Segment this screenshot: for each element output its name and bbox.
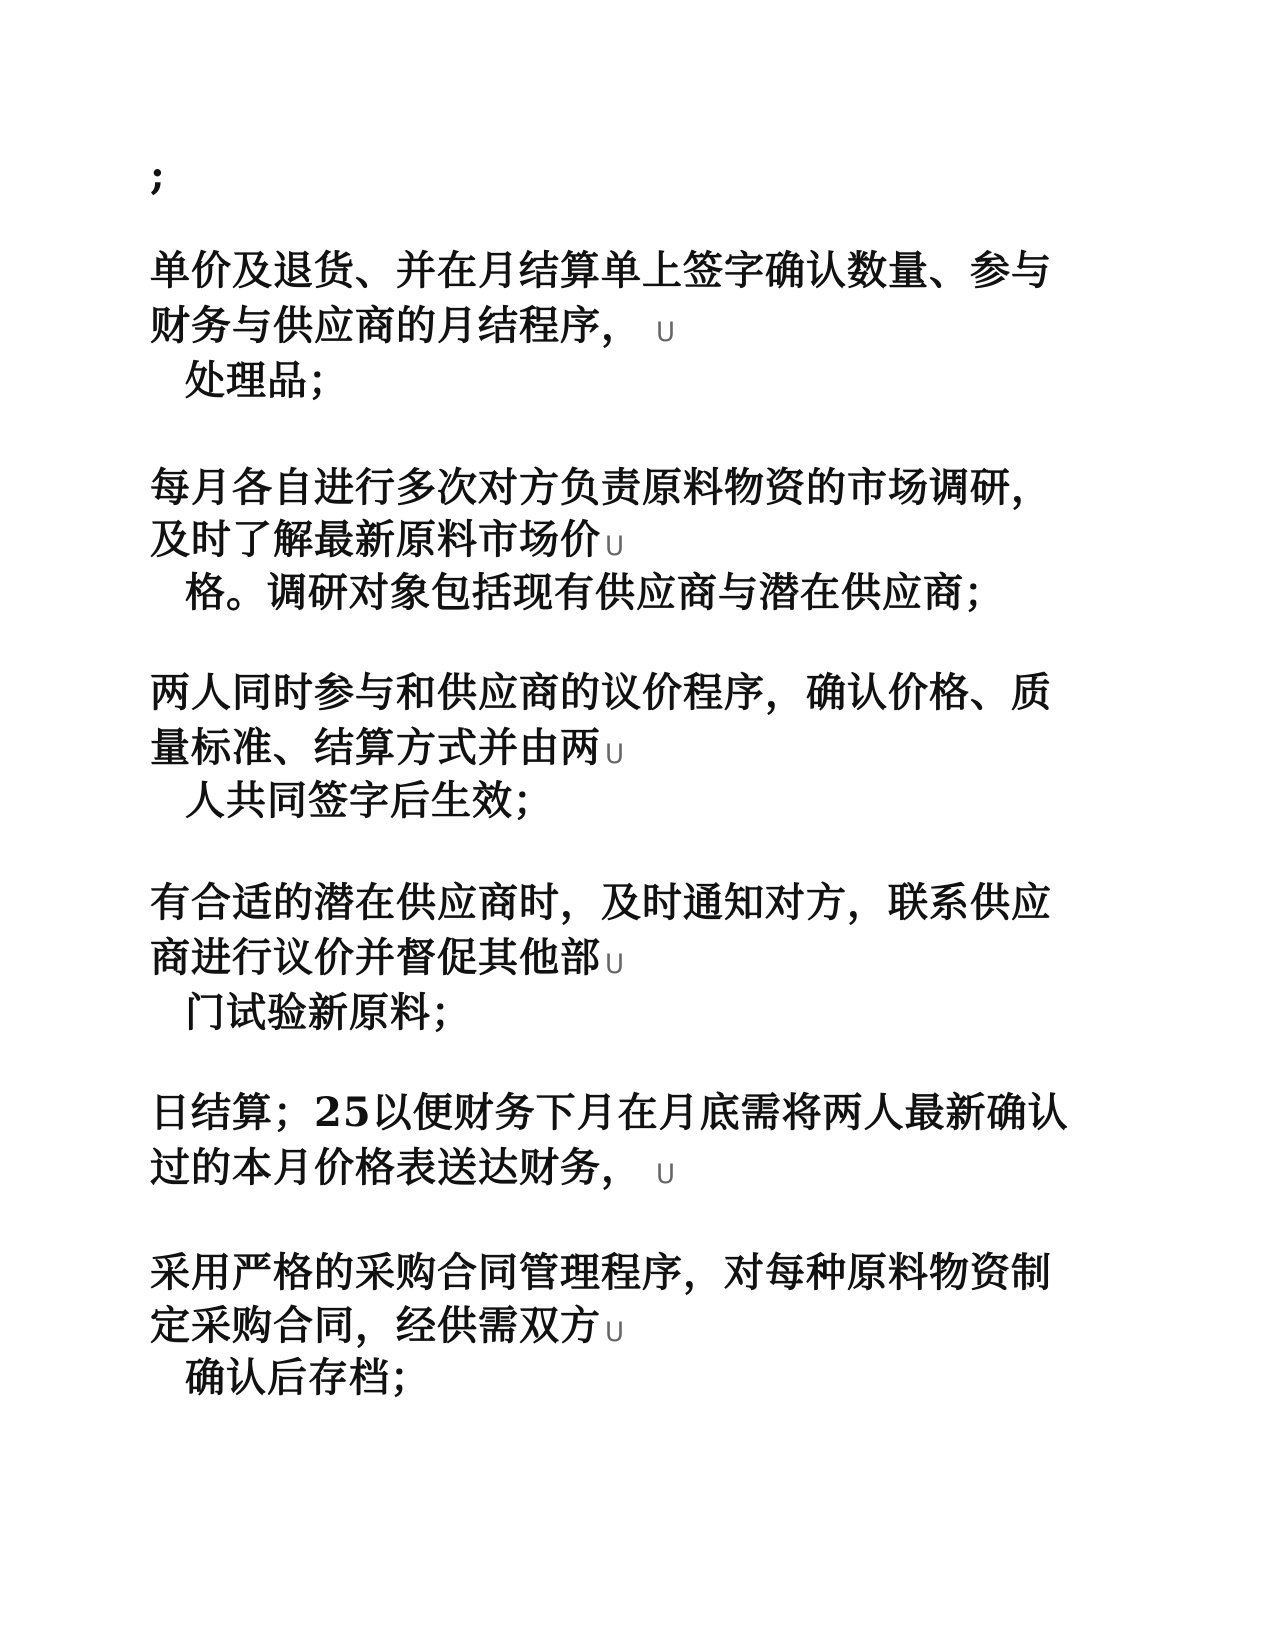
text-line	[150, 148, 166, 204]
text-line	[150, 1085, 1069, 1141]
line-text: 单价及退货、并在月结算单上签字确认数量、参与	[150, 247, 1052, 294]
line-text: 两人同时参与和供应商的议价程序，确认价格、质	[150, 669, 1052, 716]
line-break-mark-icon: ᑌ	[605, 740, 626, 770]
text-line	[150, 665, 1052, 721]
line-break-mark-icon: ᑌ	[656, 1160, 677, 1190]
text-line	[150, 1245, 1052, 1301]
line-text: 格。调研对象包括现有供应商与潜在供应商；	[185, 569, 1005, 616]
line-text: 商进行议价并督促其他部	[150, 934, 601, 981]
line-text: 处理品；	[185, 357, 349, 404]
line-text: ;	[150, 152, 166, 199]
line-text: 人共同签字后生效；	[185, 777, 554, 824]
text-line	[150, 1140, 676, 1203]
text-line	[150, 243, 1052, 299]
line-text: 确认后存档；	[185, 1354, 431, 1401]
text-line	[185, 773, 554, 829]
line-text: 采用严格的采购合同管理程序，对每种原料物资制	[150, 1249, 1052, 1296]
text-line	[150, 460, 1052, 516]
text-line	[150, 930, 625, 993]
text-line	[185, 565, 1005, 621]
line-text: 定采购合同，经供需双方	[150, 1302, 601, 1349]
text-line	[185, 1350, 431, 1406]
line-text: 及时了解最新原料市场价	[150, 516, 601, 563]
line-text: 过的本月价格表送达财务，	[150, 1144, 642, 1191]
text-line	[185, 985, 472, 1041]
line-text: 有合适的潜在供应商时，及时通知对方，联系供应	[150, 879, 1052, 926]
line-break-mark-icon: ᑌ	[605, 532, 626, 562]
line-text: 门试验新原料；	[185, 989, 472, 1036]
line-text: 每月各自进行多次对方负责原料物资的市场调研，	[150, 464, 1052, 511]
line-break-mark-icon: ᑌ	[605, 950, 626, 980]
line-break-mark-icon: ᑌ	[656, 318, 677, 348]
line-break-mark-icon: ᑌ	[605, 1318, 626, 1348]
text-line	[150, 875, 1052, 931]
line-text: 财务与供应商的月结程序，	[150, 302, 642, 349]
text-line	[150, 298, 676, 361]
text-line	[185, 353, 349, 409]
line-text: 量标准、结算方式并由两	[150, 724, 601, 771]
line-text: 日结算；25以便财务下月在月底需将两人最新确认	[150, 1089, 1069, 1136]
